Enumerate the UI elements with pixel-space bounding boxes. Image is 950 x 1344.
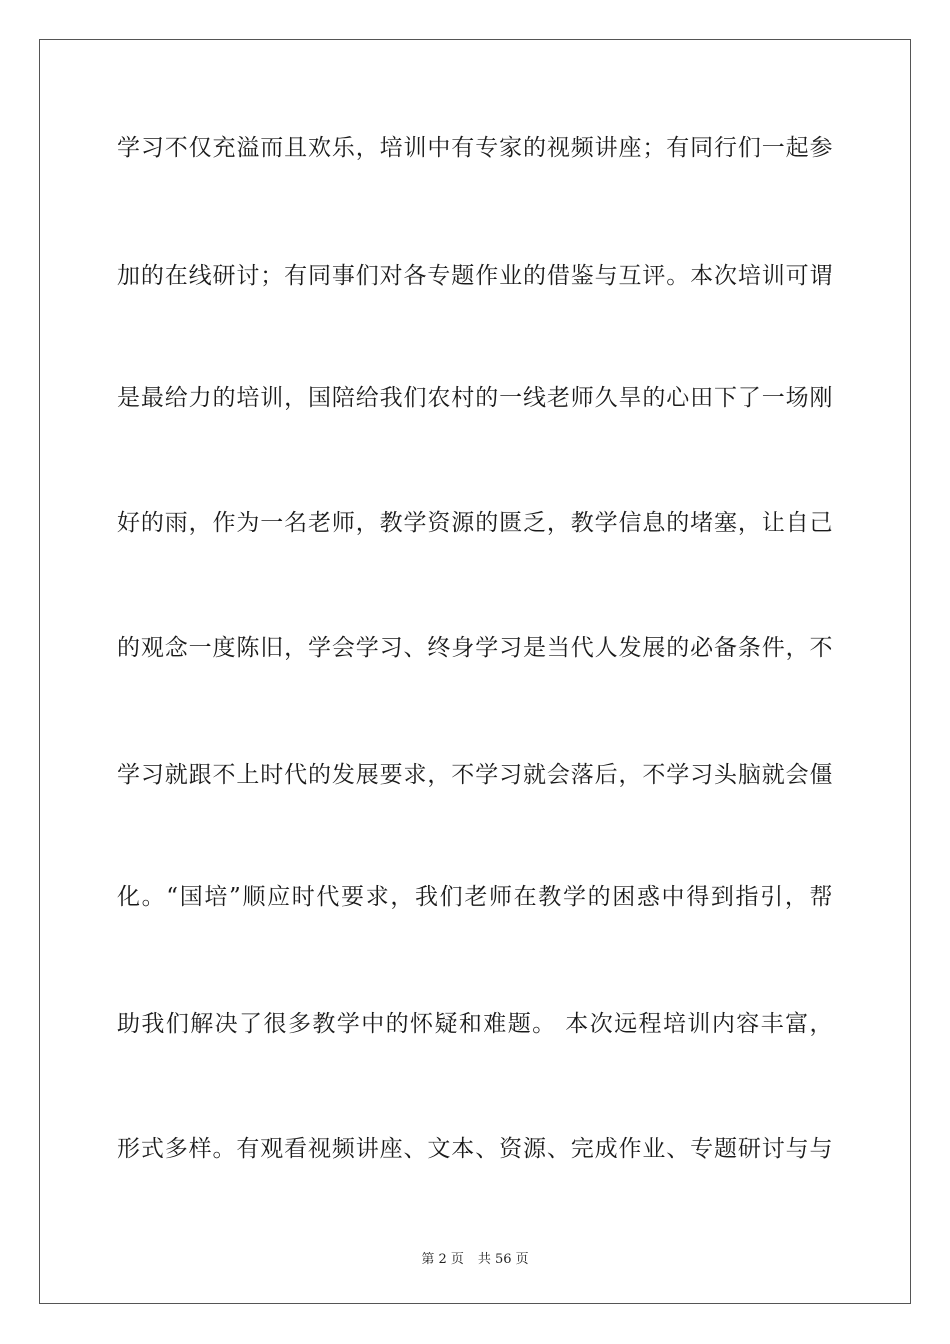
body-text-line: 形式多样。有观看视频讲座、文本、资源、完成作业、专题研讨与与 — [117, 1136, 833, 1162]
page-total: 共 56 页 — [477, 1252, 529, 1267]
body-text-line: 的观念一度陈旧，学会学习、终身学习是当代人发展的必备条件，不 — [117, 635, 833, 661]
body-text-line: 是最给力的培训，国陪给我们农村的一线老师久旱的心田下了一场刚 — [117, 385, 833, 411]
body-text-line: 好的雨，作为一名老师，教学资源的匮乏，教学信息的堵塞，让自己 — [117, 510, 833, 536]
body-text-line: 学习不仅充溢而且欢乐，培训中有专家的视频讲座；有同行们一起参 — [117, 135, 833, 161]
body-text-line: 助我们解决了很多教学中的怀疑和难题。 本次远程培训内容丰富， — [117, 1011, 833, 1037]
body-text-line: 加的在线研讨；有同事们对各专题作业的借鉴与互评。本次培训可谓 — [117, 263, 833, 289]
page-number: 第 2 页 — [421, 1252, 464, 1267]
body-text-line: 学习就跟不上时代的发展要求，不学习就会落后，不学习头脑就会僵 — [117, 762, 833, 788]
page-footer — [0, 1248, 950, 1267]
page-border — [39, 39, 911, 1304]
body-text-line: 化。“国培”顺应时代要求，我们老师在教学的困惑中得到指引，帮 — [117, 884, 833, 910]
